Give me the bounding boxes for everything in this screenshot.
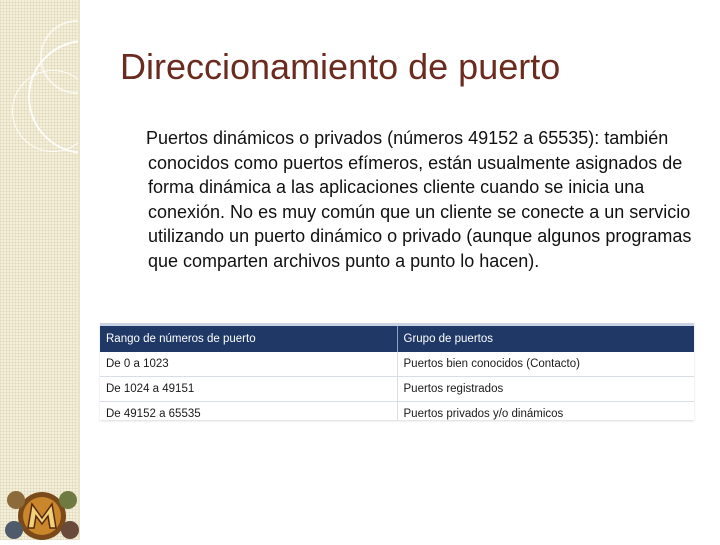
port-range-table	[100, 323, 694, 420]
table-cell-range: De 1024 a 49151	[100, 377, 397, 402]
table-cell-range: De 0 a 1023	[100, 352, 397, 377]
table-cell-group: Puertos registrados	[397, 377, 694, 402]
decorative-circle	[40, 20, 114, 94]
table-cell-group: Puertos bien conocidos (Contacto)	[397, 352, 694, 377]
table-cell-range: De 49152 a 65535	[100, 402, 397, 421]
body-paragraph: Puertos dinámicos o privados (números 49152 a 65535): también conocidos como puertos efímeros, están usualmente asignados de forma dinámica a las aplicaciones cliente cuando se inicia una conexión. No es muy común que un cliente se conecte a un servicio utilizando un puerto dinámico o privado (aunque algunos programas que comparten archivos punto a punto lo hacen).	[146, 128, 692, 271]
table-header-row	[100, 325, 694, 353]
side-divider	[78, 0, 80, 540]
table-header-group: Grupo de puertos	[397, 325, 694, 353]
table-row	[100, 352, 694, 377]
slide-title: Direccionamiento de puerto	[120, 46, 561, 87]
side-decoration-panel	[0, 0, 78, 540]
table-cell-group: Puertos privados y/o dinámicos	[397, 402, 694, 421]
table-row	[100, 377, 694, 402]
table-row	[100, 402, 694, 421]
logo-emblem-icon	[2, 486, 82, 540]
table-header-range: Rango de números de puerto	[100, 325, 397, 353]
